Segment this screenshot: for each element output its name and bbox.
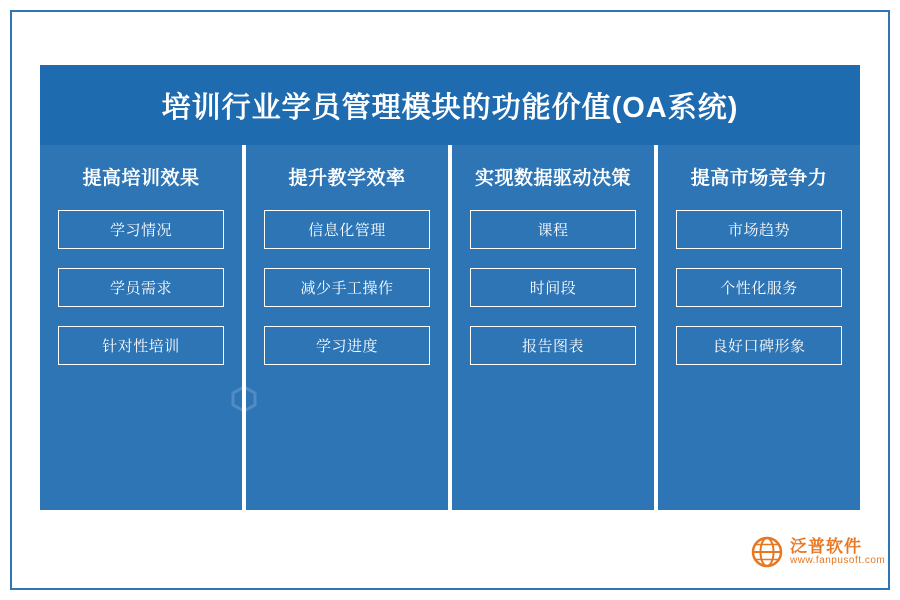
column-2-item-3[interactable]: 学习进度 xyxy=(264,326,430,365)
column-2-item-2[interactable]: 减少手工操作 xyxy=(264,268,430,307)
column-1-item-2[interactable]: 学员需求 xyxy=(58,268,224,307)
column-1-item-1[interactable]: 学习情况 xyxy=(58,210,224,249)
column-3-inner xyxy=(452,145,654,510)
page-title: 培训行业学员管理模块的功能价值(OA系统) xyxy=(161,91,739,124)
column-3 xyxy=(448,145,654,510)
column-4 xyxy=(654,145,860,510)
column-1 xyxy=(40,145,242,510)
column-3-item-3[interactable]: 报告图表 xyxy=(470,326,636,365)
logo-name-cn: 泛普软件 xyxy=(790,536,862,556)
column-2-item-1[interactable]: 信息化管理 xyxy=(264,210,430,249)
column-1-item-3[interactable]: 针对性培训 xyxy=(58,326,224,365)
diagram-board xyxy=(40,65,860,510)
columns-container xyxy=(40,145,860,510)
column-3-item-1[interactable]: 课程 xyxy=(470,210,636,249)
globe-icon xyxy=(750,535,784,569)
column-3-item-2[interactable]: 时间段 xyxy=(470,268,636,307)
column-4-inner xyxy=(658,145,860,510)
column-4-heading: 提高市场竞争力 xyxy=(690,168,828,189)
title-bar xyxy=(40,65,860,145)
column-2 xyxy=(242,145,448,510)
column-2-inner xyxy=(246,145,448,510)
column-4-item-1[interactable]: 市场趋势 xyxy=(676,210,842,249)
logo-text-block xyxy=(790,538,885,566)
column-4-item-2[interactable]: 个性化服务 xyxy=(676,268,842,307)
column-1-heading: 提高培训效果 xyxy=(82,168,200,189)
column-2-heading: 提升教学效率 xyxy=(288,168,406,189)
logo-name-en: www.fanpusoft.com xyxy=(790,554,886,566)
column-1-inner xyxy=(40,145,242,510)
watermark-icon xyxy=(230,385,258,413)
company-logo xyxy=(750,535,885,569)
column-3-heading: 实现数据驱动决策 xyxy=(474,168,631,189)
column-4-item-3[interactable]: 良好口碑形象 xyxy=(676,326,842,365)
